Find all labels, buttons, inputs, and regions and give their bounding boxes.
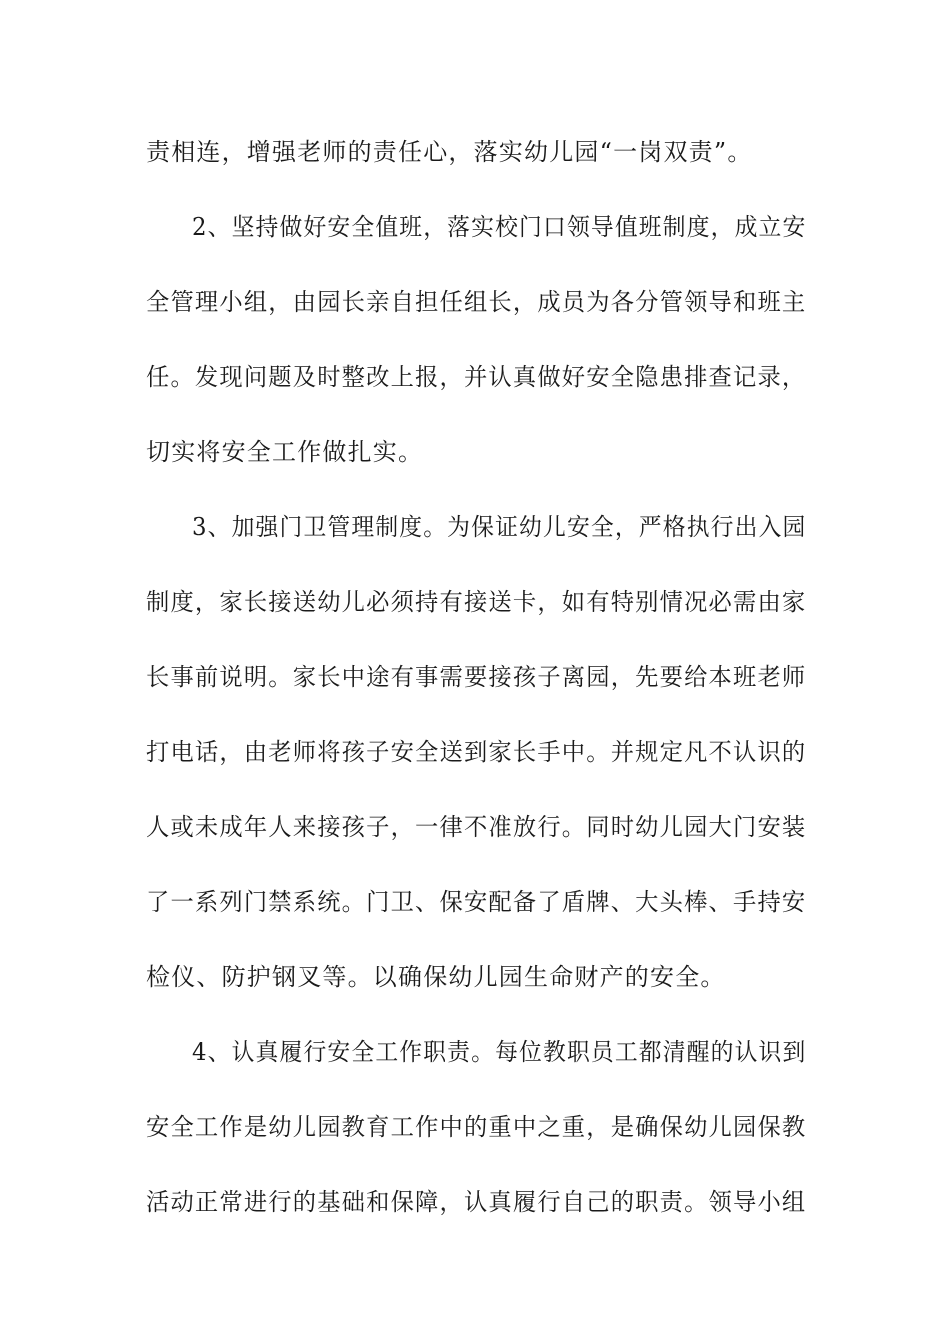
text-line: 全管理小组，由园长亲自担任组长，成员为各分管领导和班主 [146,288,807,316]
text-line: 了一系列门禁系统。门卫、保安配备了盾牌、大头棒、手持安 [146,888,807,916]
text-line: 检仪、防护钢叉等。以确保幼儿园生命财产的安全。 [146,963,726,991]
text-line: 责相连，增强老师的责任心，落实幼儿园“一岗双责”。 [146,138,753,166]
text-line: 打电话，由老师将孩子安全送到家长手中。并规定凡不认识的 [146,738,807,766]
text-line: 人或未成年人来接孩子，一律不准放行。同时幼儿园大门安装 [146,813,807,841]
text-line: 制度，家长接送幼儿必须持有接送卡，如有特别情况必需由家 [146,588,807,616]
paragraph-start-line: 4、认真履行安全工作职责。每位教职员工都清醒的认识到 [192,1038,807,1066]
paragraph-start-line: 2、坚持做好安全值班，落实校门口领导值班制度，成立安 [192,213,807,241]
text-line: 活动正常进行的基础和保障，认真履行自己的职责。领导小组 [146,1188,807,1216]
text-line: 切实将安全工作做扎实。 [146,438,424,466]
text-line: 安全工作是幼儿园教育工作中的重中之重，是确保幼儿园保教 [146,1113,807,1141]
text-line: 长事前说明。家长中途有事需要接孩子离园，先要给本班老师 [146,663,807,691]
text-line: 任。发现问题及时整改上报，并认真做好安全隐患排查记录， [146,363,807,391]
paragraph-start-line: 3、加强门卫管理制度。为保证幼儿安全，严格执行出入园 [192,513,807,541]
